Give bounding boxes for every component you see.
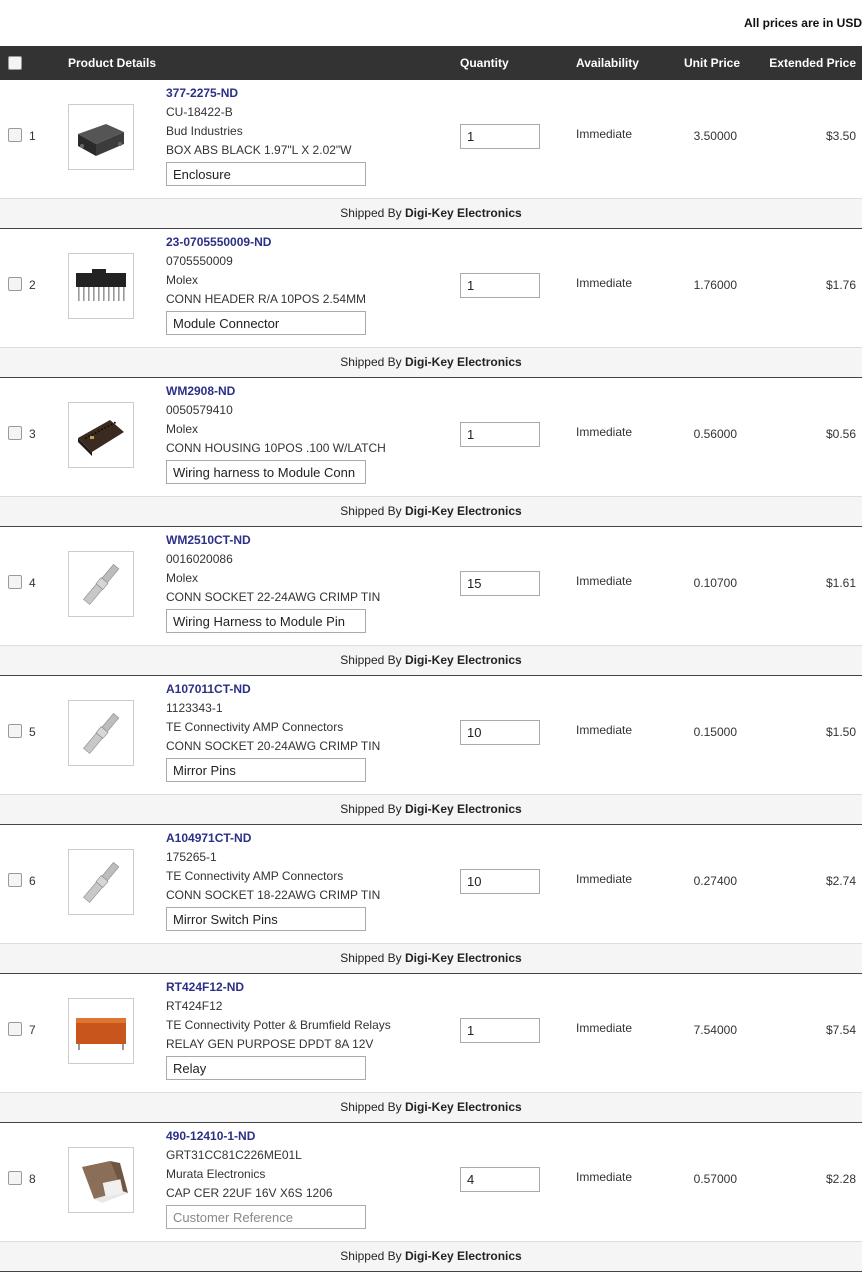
shipped-by-vendor: Digi-Key Electronics <box>405 802 522 816</box>
select-all-checkbox[interactable] <box>8 56 22 70</box>
manufacturer-name: Molex <box>166 571 199 585</box>
manufacturer-part-number: RT424F12 <box>166 999 223 1013</box>
quantity-input[interactable] <box>460 1018 540 1043</box>
unit-price: 0.15000 <box>693 725 737 739</box>
shipped-by-prefix: Shipped By <box>340 1100 402 1114</box>
unit-price: 3.50000 <box>693 129 737 143</box>
customer-reference-input[interactable] <box>166 1056 366 1080</box>
item-index: 8 <box>29 1172 36 1186</box>
shipped-by-prefix: Shipped By <box>340 951 402 965</box>
shipped-by-vendor: Digi-Key Electronics <box>405 355 522 369</box>
shipped-by-banner <box>0 795 862 825</box>
black-enclosure-box-icon <box>72 108 130 166</box>
cart-item-row <box>0 80 862 199</box>
manufacturer-part-number: 0050579410 <box>166 403 233 417</box>
item-select-checkbox[interactable] <box>8 575 22 589</box>
manufacturer-part-number: 0705550009 <box>166 254 233 268</box>
shipped-by-prefix: Shipped By <box>340 1249 402 1263</box>
digikey-part-number-link[interactable]: WM2510CT-ND <box>166 533 251 547</box>
column-header-unit-price: Unit Price <box>684 56 741 70</box>
ceramic-capacitor-icon <box>72 1151 130 1209</box>
availability-status: Immediate <box>576 1170 633 1184</box>
digikey-part-number-link[interactable]: WM2908-ND <box>166 384 236 398</box>
product-thumbnail-black-enclosure-box[interactable] <box>68 104 134 170</box>
product-thumbnail-header-connector[interactable] <box>68 253 134 319</box>
manufacturer-name: TE Connectivity Potter & Brumfield Relays <box>166 1018 391 1032</box>
quantity-input[interactable] <box>460 720 540 745</box>
cart-item-row <box>0 229 862 348</box>
shipped-by-vendor: Digi-Key Electronics <box>405 504 522 518</box>
column-header-availability: Availability <box>576 56 639 70</box>
product-description: CONN HOUSING 10POS .100 W/LATCH <box>166 441 386 455</box>
item-index: 7 <box>29 1023 36 1037</box>
cart-item-row <box>0 378 862 497</box>
digikey-part-number-link[interactable]: 23-0705550009-ND <box>166 235 272 249</box>
customer-reference-input[interactable] <box>166 460 366 484</box>
column-header-extended-price: Extended Price <box>769 56 856 70</box>
item-select-checkbox[interactable] <box>8 128 22 142</box>
quantity-input[interactable] <box>460 124 540 149</box>
crimp-pin-icon <box>72 704 130 762</box>
item-index: 3 <box>29 427 36 441</box>
extended-price: $2.28 <box>825 1172 856 1186</box>
manufacturer-name: Molex <box>166 273 199 287</box>
cart-item-row <box>0 974 862 1093</box>
availability-status: Immediate <box>576 276 633 290</box>
shipped-by-banner <box>0 348 862 378</box>
manufacturer-part-number: CU-18422-B <box>166 105 233 119</box>
price-currency-note: All prices are in USD <box>743 16 862 30</box>
shipped-by-banner <box>0 944 862 974</box>
digikey-part-number-link[interactable]: 377-2275-ND <box>166 86 239 100</box>
digikey-part-number-link[interactable]: RT424F12-ND <box>166 980 245 994</box>
availability-status: Immediate <box>576 127 633 141</box>
availability-status: Immediate <box>576 574 633 588</box>
availability-status: Immediate <box>576 723 633 737</box>
manufacturer-name: Murata Electronics <box>166 1167 266 1181</box>
item-index: 1 <box>29 129 36 143</box>
crimp-pin-icon <box>72 555 130 613</box>
digikey-part-number-link[interactable]: A104971CT-ND <box>166 831 252 845</box>
manufacturer-part-number: GRT31CC81C226ME01L <box>166 1148 302 1162</box>
product-thumbnail-connector-housing[interactable] <box>68 402 134 468</box>
shipped-by-banner <box>0 1242 862 1272</box>
product-description: CONN SOCKET 22-24AWG CRIMP TIN <box>166 590 381 604</box>
extended-price: $2.74 <box>825 874 856 888</box>
cart-rows <box>0 80 862 1272</box>
extended-price: $3.50 <box>825 129 856 143</box>
extended-price: $1.76 <box>825 278 856 292</box>
manufacturer-part-number: 0016020086 <box>166 552 233 566</box>
shipped-by-vendor: Digi-Key Electronics <box>405 206 522 220</box>
shipped-by-banner <box>0 1093 862 1123</box>
product-description: CONN HEADER R/A 10POS 2.54MM <box>166 292 367 306</box>
item-select-checkbox[interactable] <box>8 724 22 738</box>
customer-reference-input[interactable] <box>166 311 366 335</box>
shipped-by-vendor: Digi-Key Electronics <box>405 653 522 667</box>
shipped-by-prefix: Shipped By <box>340 802 402 816</box>
customer-reference-input[interactable] <box>166 162 366 186</box>
cart-item-row <box>0 527 862 646</box>
item-select-checkbox[interactable] <box>8 873 22 887</box>
manufacturer-name: TE Connectivity AMP Connectors <box>166 720 344 734</box>
header-connector-icon <box>72 257 130 315</box>
cart-item-row <box>0 825 862 944</box>
item-index: 2 <box>29 278 36 292</box>
item-index: 6 <box>29 874 36 888</box>
availability-status: Immediate <box>576 872 633 886</box>
quantity-input[interactable] <box>460 869 540 894</box>
unit-price: 0.10700 <box>693 576 737 590</box>
product-description: BOX ABS BLACK 1.97"L X 2.02"W <box>166 143 352 157</box>
quantity-input[interactable] <box>460 273 540 298</box>
quantity-input[interactable] <box>460 1167 540 1192</box>
item-select-checkbox[interactable] <box>8 277 22 291</box>
manufacturer-name: Bud Industries <box>166 124 243 138</box>
product-description: CAP CER 22UF 16V X6S 1206 <box>166 1186 333 1200</box>
shipped-by-banner <box>0 646 862 676</box>
unit-price: 0.57000 <box>693 1172 737 1186</box>
unit-price: 1.76000 <box>693 278 737 292</box>
shipped-by-vendor: Digi-Key Electronics <box>405 1249 522 1263</box>
manufacturer-part-number: 175265-1 <box>166 850 217 864</box>
shipped-by-prefix: Shipped By <box>340 504 402 518</box>
shipped-by-prefix: Shipped By <box>340 355 402 369</box>
quantity-input[interactable] <box>460 571 540 596</box>
connector-housing-icon <box>72 406 130 464</box>
shipped-by-prefix: Shipped By <box>340 206 402 220</box>
column-header-product-details: Product Details <box>68 56 157 70</box>
manufacturer-name: TE Connectivity AMP Connectors <box>166 869 344 883</box>
extended-price: $0.56 <box>825 427 856 441</box>
cart-item-row <box>0 676 862 795</box>
shipped-by-banner <box>0 199 862 229</box>
extended-price: $7.54 <box>825 1023 856 1037</box>
digikey-part-number-link[interactable]: 490-12410-1-ND <box>166 1129 256 1143</box>
item-select-checkbox[interactable] <box>8 1022 22 1036</box>
product-thumbnail-crimp-pin[interactable] <box>68 551 134 617</box>
item-index: 4 <box>29 576 36 590</box>
customer-reference-input[interactable] <box>166 609 366 633</box>
customer-reference-input[interactable] <box>166 907 366 931</box>
availability-status: Immediate <box>576 425 633 439</box>
product-thumbnail-orange-relay[interactable] <box>68 998 134 1064</box>
product-thumbnail-ceramic-capacitor[interactable] <box>68 1147 134 1213</box>
cart-item-row <box>0 1123 862 1242</box>
crimp-pin-icon <box>72 853 130 911</box>
column-header-quantity: Quantity <box>460 56 509 70</box>
item-select-checkbox[interactable] <box>8 426 22 440</box>
shipped-by-prefix: Shipped By <box>340 653 402 667</box>
extended-price: $1.50 <box>825 725 856 739</box>
manufacturer-name: Molex <box>166 422 199 436</box>
product-thumbnail-crimp-pin[interactable] <box>68 700 134 766</box>
item-index: 5 <box>29 725 36 739</box>
availability-status: Immediate <box>576 1021 633 1035</box>
product-description: CONN SOCKET 20-24AWG CRIMP TIN <box>166 739 381 753</box>
customer-reference-input[interactable] <box>166 1205 366 1229</box>
unit-price: 0.27400 <box>693 874 737 888</box>
product-thumbnail-crimp-pin[interactable] <box>68 849 134 915</box>
manufacturer-part-number: 1123343-1 <box>166 701 223 715</box>
product-description: CONN SOCKET 18-22AWG CRIMP TIN <box>166 888 381 902</box>
digikey-part-number-link[interactable]: A107011CT-ND <box>166 682 251 696</box>
cart-table-header <box>0 46 862 80</box>
item-select-checkbox[interactable] <box>8 1171 22 1185</box>
product-description: RELAY GEN PURPOSE DPDT 8A 12V <box>166 1037 374 1051</box>
shipped-by-vendor: Digi-Key Electronics <box>405 951 522 965</box>
orange-relay-icon <box>72 1002 130 1060</box>
unit-price: 7.54000 <box>693 1023 737 1037</box>
unit-price: 0.56000 <box>693 427 737 441</box>
extended-price: $1.61 <box>825 576 856 590</box>
customer-reference-input[interactable] <box>166 758 366 782</box>
shipped-by-banner <box>0 497 862 527</box>
shipped-by-vendor: Digi-Key Electronics <box>405 1100 522 1114</box>
quantity-input[interactable] <box>460 422 540 447</box>
